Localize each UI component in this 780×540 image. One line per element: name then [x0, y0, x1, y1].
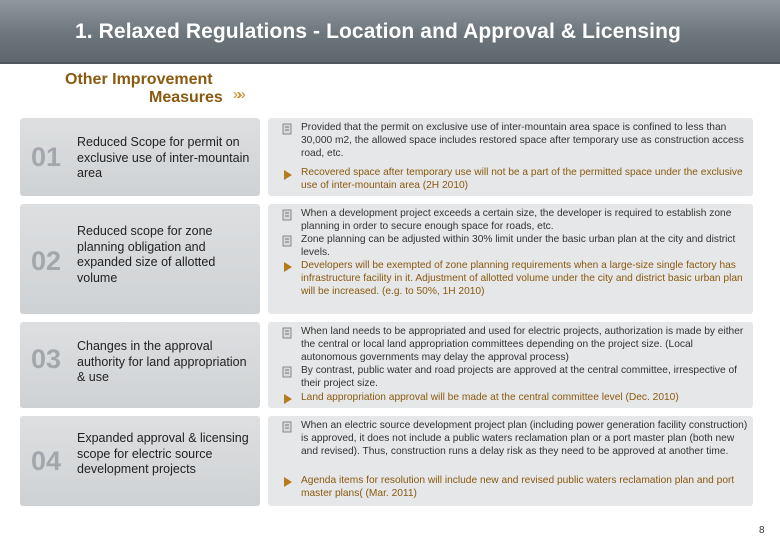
- arrow-bullet-icon: [282, 169, 294, 181]
- bullet-icon: [282, 327, 294, 339]
- subheading-line-2: Measures: [149, 89, 223, 106]
- measure-label: Reduced Scope for permit on exclusive use of inter-mountain area: [77, 135, 250, 180]
- detail-text-highlight: Developers will be exempted of zone planning requirements when a large-size single factory has infrastructure facility in it. Adjustment of allotted volume under the city and district basic urban plan will be increased. (e.g. to 50%, 1H 2010): [301, 260, 743, 297]
- detail-text: By contrast, public water and road projects are approved at the central committee, irrespective of their project size.: [301, 365, 738, 389]
- measure-details-02: [268, 204, 753, 314]
- measure-number: 04: [31, 446, 62, 476]
- bullet-icon: [282, 235, 294, 247]
- section-subheading: [65, 71, 223, 107]
- measure-label: Reduced scope for zone planning obligation and expanded size of allotted volume: [77, 224, 216, 285]
- page-number: 8: [759, 525, 765, 536]
- measure-number: 02: [31, 246, 62, 276]
- measure-box-02: [20, 204, 260, 314]
- arrow-bullet-icon: [282, 261, 294, 273]
- title-bar: [0, 0, 780, 64]
- detail-text-highlight: Recovered space after temporary use will not be a part of the permitted space under the exclusive use of inter-mountain area (2H 2010): [301, 167, 743, 191]
- measure-box-01: [20, 118, 260, 196]
- bullet-icon: [282, 209, 294, 221]
- detail-text-highlight: Land appropriation approval will be made at the central committee level (Dec. 2010): [301, 392, 679, 403]
- subheading-line-1: Other Improvement: [65, 71, 213, 88]
- arrow-bullet-icon: [282, 476, 294, 488]
- double-chevron-icon: »»: [233, 86, 242, 103]
- page-title: 1. Relaxed Regulations - Location and Approval & Licensing: [75, 20, 681, 43]
- measure-details-04: [268, 416, 753, 506]
- detail-text: When land needs to be appropriated and used for electric projects, authorization is made by either the central or local land appropriation committees depending on the project size. (Local autonomous governments may delay the approval process): [301, 326, 744, 363]
- measure-box-03: [20, 322, 260, 408]
- arrow-bullet-icon: [282, 393, 294, 405]
- detail-text: Provided that the permit on exclusive use of inter-mountain area space is confined to less than 30,000 m2, the allowed space includes restored space after temporary use as construction access road, etc.: [301, 122, 744, 159]
- measure-label: Changes in the approval authority for land appropriation & use: [77, 339, 247, 384]
- measure-number: 01: [31, 142, 62, 172]
- bullet-icon: [282, 123, 294, 135]
- bullet-icon: [282, 366, 294, 378]
- detail-text-highlight: Agenda items for resolution will include new and revised public waters reclamation plan and port master plans( (Mar. 2011): [301, 475, 735, 499]
- bullet-icon: [282, 421, 294, 433]
- measure-box-04: [20, 416, 260, 506]
- measure-details-03: [268, 322, 753, 408]
- measure-number: 03: [31, 344, 62, 374]
- measure-details-01: [268, 118, 753, 196]
- detail-text: Zone planning can be adjusted within 30% limit under the basic urban plan at the city and district levels.: [301, 234, 736, 258]
- measure-label: Expanded approval & licensing scope for electric source development projects: [77, 431, 249, 476]
- detail-text: When a development project exceeds a certain size, the developer is required to establish zone planning in order to secure enough space for roads, etc.: [301, 208, 732, 232]
- detail-text: When an electric source development project plan (including power generation facility construction) is approved, it does not include a public waters reclamation plan or a port master plan (both new and revised). Thus, construction runs a delay risk as they need to be approved at another time.: [301, 420, 748, 457]
